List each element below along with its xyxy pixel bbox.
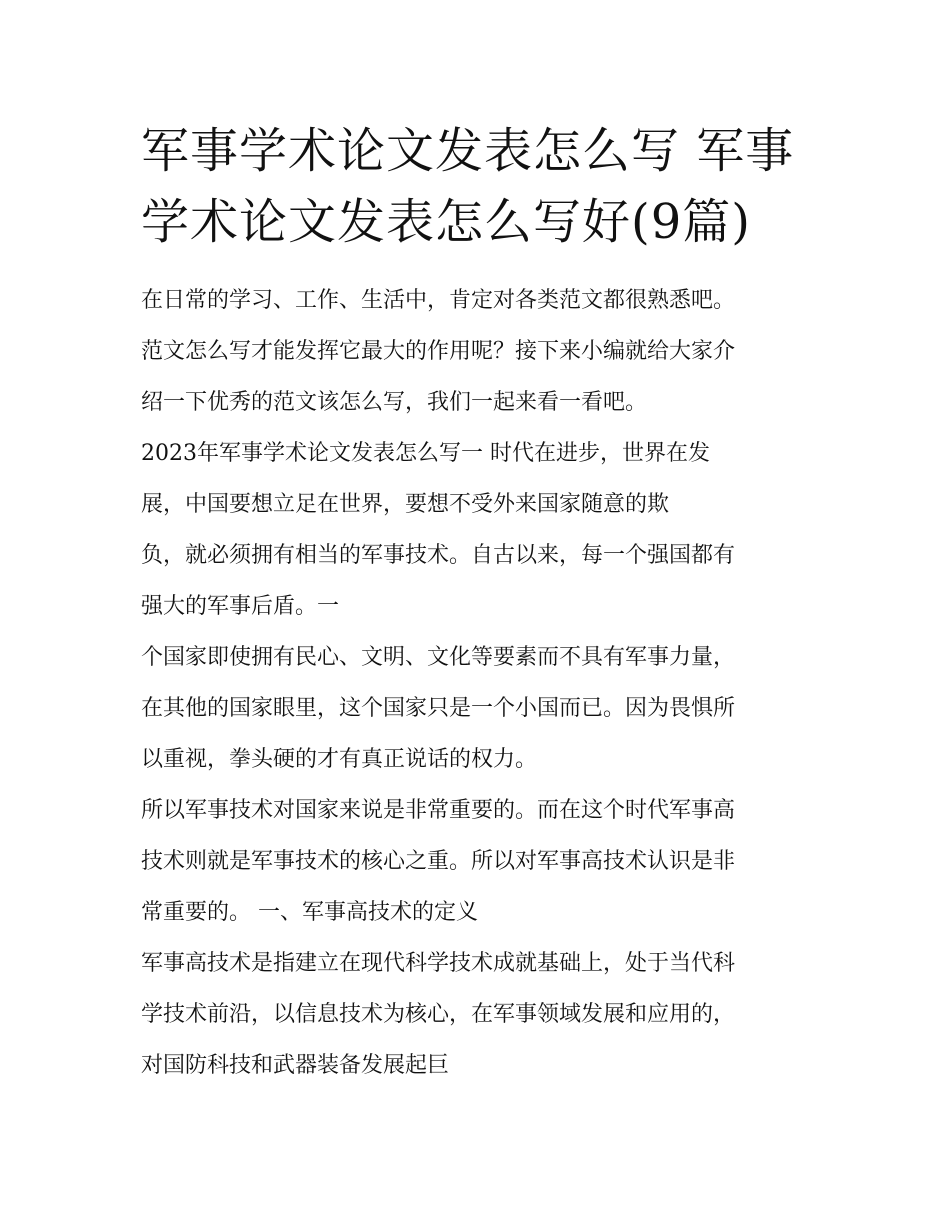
title-line-2: 学术论文发表怎么写好(9篇) — [141, 194, 751, 250]
text-line: 2023年军事学术论文发表怎么写一 时代在进步，世界在发 — [141, 441, 710, 466]
title-line-1: 军事学术论文发表怎么写 军事 — [141, 123, 795, 179]
text-line: 以重视，拳头硬的才有真正说话的权力。 — [141, 747, 538, 772]
text-line: 对国防科技和武器装备发展起巨 — [141, 1053, 450, 1078]
text-line: 负，就必须拥有相当的军事技术。自古以来，每一个强国都有 — [141, 543, 736, 568]
text-line: 技术则就是军事技术的核心之重。所以对军事高技术认识是非 — [141, 849, 736, 874]
document-page — [141, 116, 821, 1091]
text-line: 强大的军事后盾。一 — [141, 594, 340, 619]
text-line: 个国家即使拥有民心、文明、文化等要素而不具有军事力量， — [141, 645, 736, 670]
text-line: 常重要的。 一、军事高技术的定义 — [141, 900, 478, 925]
paragraph-importance — [141, 785, 821, 938]
document-body — [141, 275, 821, 1091]
document-title — [141, 116, 821, 258]
paragraph-era — [141, 428, 821, 632]
text-line: 学技术前沿，以信息技术为核心，在军事领域发展和应用的， — [141, 1002, 736, 1027]
paragraph-intro — [141, 275, 821, 428]
text-line: 绍一下优秀的范文该怎么写，我们一起来看一看吧。 — [141, 390, 648, 415]
text-line: 所以军事技术对国家来说是非常重要的。而在这个时代军事高 — [141, 798, 736, 823]
paragraph-power — [141, 632, 821, 785]
text-line: 在日常的学习、工作、生活中，肯定对各类范文都很熟悉吧。 — [141, 288, 736, 313]
text-line: 在其他的国家眼里，这个国家只是一个小国而已。因为畏惧所 — [141, 696, 736, 721]
text-line: 军事高技术是指建立在现代科学技术成就基础上，处于当代科 — [141, 951, 736, 976]
paragraph-definition — [141, 938, 821, 1091]
text-line: 范文怎么写才能发挥它最大的作用呢？接下来小编就给大家介 — [141, 339, 736, 364]
text-line: 展，中国要想立足在世界，要想不受外来国家随意的欺 — [141, 492, 670, 517]
